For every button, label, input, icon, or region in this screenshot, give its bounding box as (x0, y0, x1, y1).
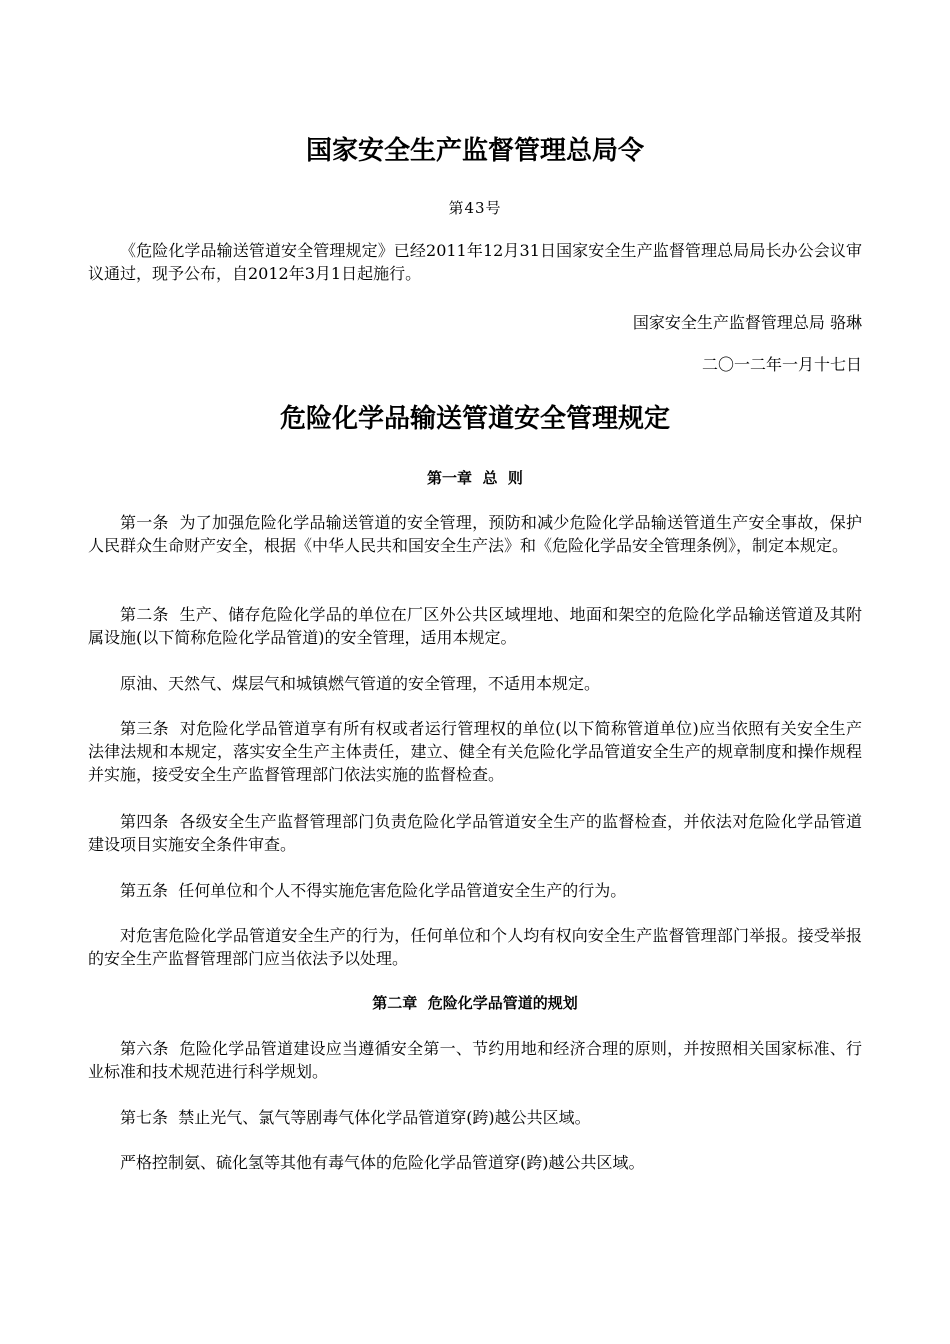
article-2 (88, 603, 862, 649)
article-6 (88, 1037, 862, 1083)
article-4-number: 第四条 (120, 812, 180, 831)
article-1 (88, 511, 862, 557)
chapter-2-heading: 第二章 危险化学品管道的规划 (372, 994, 578, 1012)
regulation-title: 危险化学品输送管道安全管理规定 (279, 404, 670, 434)
article-3-number: 第三条 (120, 719, 180, 738)
article-3 (88, 717, 862, 786)
article-3-text: 对危险化学品管道享有所有权或者运行管理权的单位(以下简称管道单位)应当依照有关安全生产法律法规和本规定，落实安全生产主体责任，建立、健全有关危险化学品管道安全生产的规章制度和操作规程并实施，接受安全生产监督管理部门依法实施的监督检查。 (88, 719, 862, 784)
order-number: 第43号 (448, 199, 502, 217)
article-6-text: 危险化学品管道建设应当遵循安全第一、节约用地和经济合理的原则，并按照相关国家标准、行业标准和技术规范进行科学规划。 (88, 1039, 862, 1081)
article-7-text: 禁止光气、氯气等剧毒气体化学品管道穿(跨)越公共区域。 (178, 1108, 591, 1127)
article-2-number: 第二条 (120, 605, 180, 624)
article-4 (88, 810, 862, 856)
issue-date: 二〇一二年一月十七日 (701, 355, 862, 374)
announcement-paragraph: 《危险化学品输送管道安全管理规定》已经2011年12月31日国家安全生产监督管理总局局长办公会议审议通过，现予公布，自2012年3月1日起施行。 (88, 241, 862, 283)
article-6-number: 第六条 (120, 1039, 180, 1058)
article-7-paragraph-2: 严格控制氨、硫化氢等其他有毒气体的危险化学品管道穿(跨)越公共区域。 (120, 1153, 645, 1172)
article-2-paragraph-2: 原油、天然气、煤层气和城镇燃气管道的安全管理，不适用本规定。 (120, 674, 601, 693)
article-4-text: 各级安全生产监督管理部门负责危险化学品管道安全生产的监督检查，并依法对危险化学品管道建设项目实施安全条件审查。 (88, 812, 862, 854)
article-7-number: 第七条 (120, 1108, 179, 1127)
article-5-text: 任何单位和个人不得实施危害危险化学品管道安全生产的行为。 (178, 881, 627, 900)
article-1-text: 为了加强危险化学品输送管道的安全管理，预防和减少危险化学品输送管道生产安全事故，保护人民群众生命财产安全，根据《中华人民共和国安全生产法》和《危险化学品安全管理条例》，制定本规定。 (88, 513, 862, 555)
order-title: 国家安全生产监督管理总局令 (305, 136, 644, 166)
signatory: 国家安全生产监督管理总局 骆琳 (632, 313, 862, 332)
article-5 (88, 879, 862, 902)
article-5-number: 第五条 (120, 881, 179, 900)
article-1-number: 第一条 (120, 513, 180, 532)
article-5-paragraph-2: 对危害危险化学品管道安全生产的行为，任何单位和个人均有权向安全生产监督管理部门举报。接受举报的安全生产监督管理部门应当依法予以处理。 (88, 926, 862, 968)
article-2-text: 生产、储存危险化学品的单位在厂区外公共区域埋地、地面和架空的危险化学品输送管道及其附属设施(以下简称危险化学品管道)的安全管理，适用本规定。 (88, 605, 862, 647)
article-7 (88, 1106, 862, 1129)
chapter-1-heading: 第一章 总 则 (427, 469, 523, 487)
